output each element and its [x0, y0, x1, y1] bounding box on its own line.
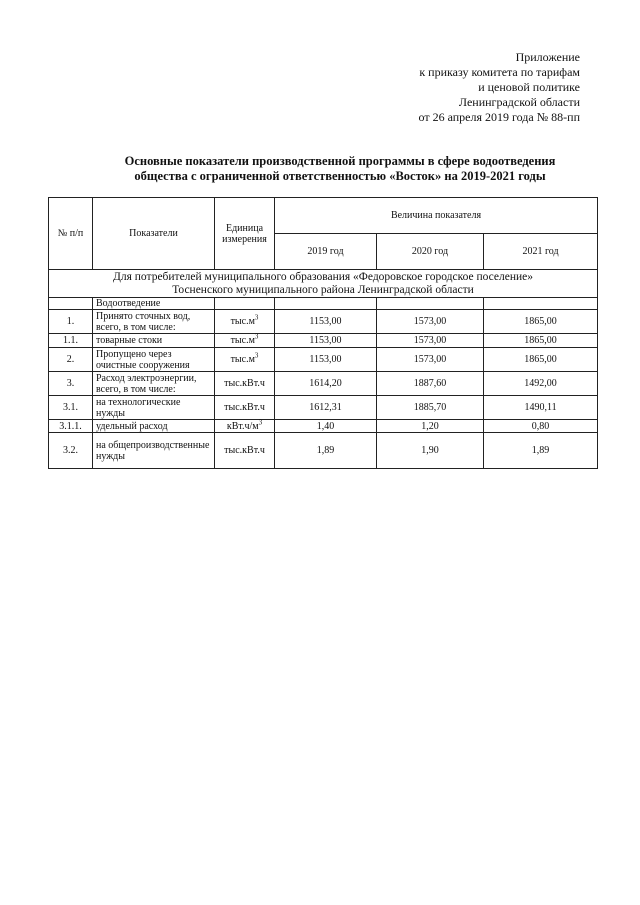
row-unit: $тыс.м^3$	[215, 348, 275, 372]
section-cell	[377, 298, 484, 310]
row-num: 3.	[49, 372, 93, 396]
row-value-2020: 1573,00	[377, 348, 484, 372]
appendix-line: к приказу комитета по тарифам	[419, 65, 580, 79]
row-value-2020: 1573,00	[377, 310, 484, 334]
row-value-2021: 0,80	[484, 420, 598, 433]
table-row	[49, 372, 598, 396]
row-value-2019: 1612,31	[275, 396, 377, 420]
header-year-2019: 2019 год	[275, 234, 377, 270]
row-indicator: на технологические нужды	[93, 396, 215, 420]
row-value-2019: 1,40	[275, 420, 377, 433]
row-value-2020: 1573,00	[377, 334, 484, 348]
row-unit: $кВт.ч/м^3$	[215, 420, 275, 433]
header-unit: Единица измерения	[215, 198, 275, 270]
consumer-line-1: Для потребителей муниципального образования «Федоровское городское поселение»	[113, 270, 533, 283]
row-indicator: Пропущено через очистные сооружения	[93, 348, 215, 372]
row-unit: $тыс.м^3$	[215, 334, 275, 348]
row-indicator: Расход электроэнергии, всего, в том числе:	[93, 372, 215, 396]
header-year-2021: 2021 год	[484, 234, 598, 270]
row-num: 3.1.	[49, 396, 93, 420]
table-row	[49, 334, 598, 348]
title-line-2: общества с ограниченной ответственностью «Восток» на 2019-2021 годы	[134, 169, 546, 183]
section-cell	[275, 298, 377, 310]
row-value-2020: 1887,60	[377, 372, 484, 396]
section-num-cell	[49, 298, 93, 310]
table-row	[49, 348, 598, 372]
row-value-2021: 1,89	[484, 433, 598, 469]
header-indicator: Показатели	[93, 198, 215, 270]
row-value-2020: 1,90	[377, 433, 484, 469]
header-num: № п/п	[49, 198, 93, 270]
row-num: 1.	[49, 310, 93, 334]
table-row	[49, 310, 598, 334]
consumer-row	[49, 270, 598, 298]
row-value-2019: 1153,00	[275, 310, 377, 334]
title-line-1: Основные показатели производственной программы в сфере водоотведения	[124, 154, 556, 168]
row-unit: тыс.кВт.ч	[215, 433, 275, 469]
row-indicator: товарные стоки	[93, 334, 215, 348]
row-num: 1.1.	[49, 334, 93, 348]
appendix-line: Приложение	[515, 50, 580, 64]
row-num: 3.2.	[49, 433, 93, 469]
row-num: 3.1.1.	[49, 420, 93, 433]
table-row	[49, 433, 598, 469]
header-year-2020: 2020 год	[377, 234, 484, 270]
row-indicator: на общепроизводственные нужды	[93, 433, 215, 469]
indicators-table	[48, 197, 598, 469]
row-value-2020: 1,20	[377, 420, 484, 433]
row-num: 2.	[49, 348, 93, 372]
row-value-2019: 1153,00	[275, 348, 377, 372]
header-value: Величина показателя	[275, 198, 598, 234]
row-unit: тыс.кВт.ч	[215, 372, 275, 396]
row-value-2021: 1865,00	[484, 348, 598, 372]
row-value-2020: 1885,70	[377, 396, 484, 420]
appendix-line: от 26 апреля 2019 года № 88-пп	[418, 110, 580, 124]
table-row	[49, 396, 598, 420]
row-value-2019: 1,89	[275, 433, 377, 469]
document-title	[70, 154, 610, 184]
row-value-2019: 1153,00	[275, 334, 377, 348]
row-indicator: удельный расход	[93, 420, 215, 433]
consumer-line-2: Тосненского муниципального района Ленинградской области	[172, 283, 474, 296]
row-value-2021: 1490,11	[484, 396, 598, 420]
section-label: Водоотведение	[93, 298, 215, 310]
table-row	[49, 420, 598, 433]
row-indicator: Принято сточных вод, всего, в том числе:	[93, 310, 215, 334]
row-value-2019: 1614,20	[275, 372, 377, 396]
row-value-2021: 1865,00	[484, 334, 598, 348]
row-value-2021: 1865,00	[484, 310, 598, 334]
section-unit-cell	[215, 298, 275, 310]
section-cell	[484, 298, 598, 310]
appendix-line: и ценовой политике	[478, 80, 580, 94]
appendix-note	[330, 50, 580, 125]
row-unit: тыс.кВт.ч	[215, 396, 275, 420]
appendix-line: Ленинградской области	[458, 95, 580, 109]
row-value-2021: 1492,00	[484, 372, 598, 396]
row-unit: $тыс.м^3$	[215, 310, 275, 334]
